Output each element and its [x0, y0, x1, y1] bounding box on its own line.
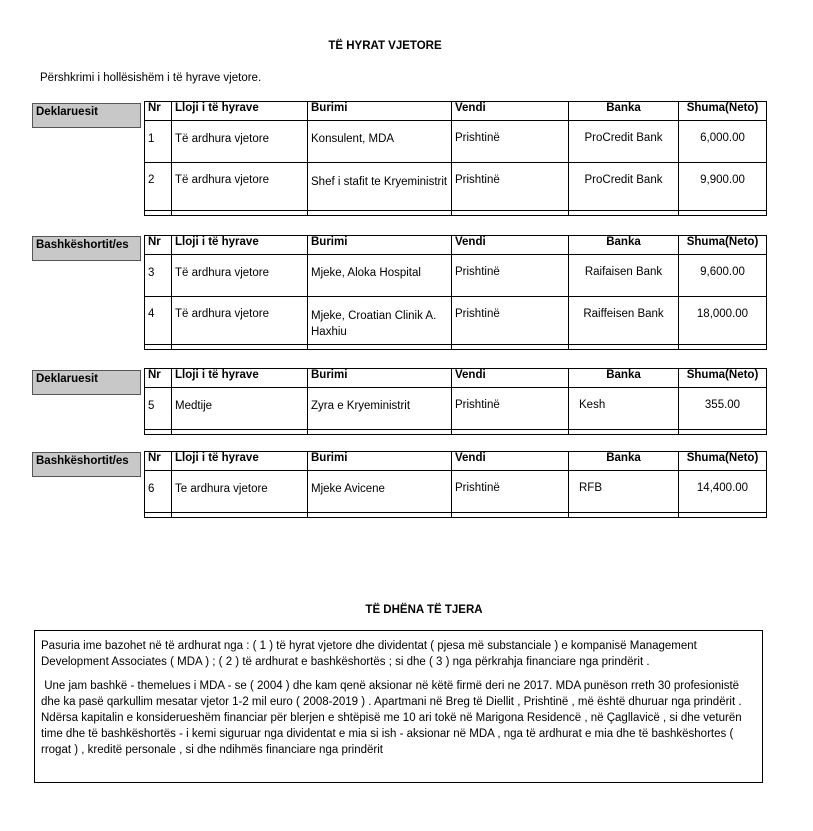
table-footer-row: [145, 345, 767, 350]
table-label-spouse: Bashkëshortit/es: [32, 236, 141, 261]
table-row: [145, 388, 767, 430]
col-country: Vendi: [452, 236, 569, 255]
row-country: Prishtinë: [452, 297, 569, 345]
row-amount: 9,900.00: [679, 163, 767, 211]
row-country: Prishtinë: [452, 121, 569, 163]
row-bank: RFB: [569, 471, 679, 513]
row-bank: Raifaisen Bank: [569, 255, 679, 297]
section-subtitle: Përshkrimi i hollësishëm i të hyrave vjetore.: [40, 72, 262, 84]
row-type: Të ardhura vjetore: [172, 121, 308, 163]
table-label-spouse: Bashkëshortit/es: [32, 452, 141, 477]
row-bank: Raiffeisen Bank: [569, 297, 679, 345]
row-type: Të ardhura vjetore: [172, 297, 308, 345]
col-nr: Nr: [145, 452, 172, 471]
row-country: Prishtinë: [452, 163, 569, 211]
row-bank: ProCredit Bank: [569, 163, 679, 211]
table-row: [145, 163, 767, 211]
row-source: Konsulent, MDA: [308, 121, 452, 163]
col-amount: Shuma(Neto): [679, 369, 767, 388]
col-source: Burimi: [308, 102, 452, 121]
col-nr: Nr: [145, 102, 172, 121]
col-nr: Nr: [145, 369, 172, 388]
row-source: Mjeke, Aloka Hospital: [308, 255, 452, 297]
table-footer-row: [145, 513, 767, 518]
row-nr: 5: [145, 388, 172, 430]
row-amount: 14,400.00: [679, 471, 767, 513]
row-bank: ProCredit Bank: [569, 121, 679, 163]
row-nr: 1: [145, 121, 172, 163]
table-footer-row: [145, 211, 767, 216]
section-title-income: TË HYRAT VJETORE: [328, 40, 442, 52]
row-amount: 6,000.00: [679, 121, 767, 163]
col-amount: Shuma(Neto): [679, 236, 767, 255]
row-nr: 6: [145, 471, 172, 513]
table-row: [145, 121, 767, 163]
col-type: Lloji i të hyrave: [172, 102, 308, 121]
row-country: Prishtinë: [452, 388, 569, 430]
row-source: Shef i stafit te Kryeministrit: [308, 163, 452, 211]
table-label-declarant: Deklaruesit: [32, 103, 141, 128]
col-country: Vendi: [452, 369, 569, 388]
income-table-1: [144, 101, 767, 216]
section-title-other-data: TË DHËNA TË TJERA: [365, 604, 483, 616]
row-nr: 3: [145, 255, 172, 297]
col-bank: Banka: [569, 102, 679, 121]
table-row: [145, 297, 767, 345]
col-amount: Shuma(Neto): [679, 452, 767, 471]
row-country: Prishtinë: [452, 471, 569, 513]
income-table-3: [144, 368, 767, 435]
row-bank: Kesh: [569, 388, 679, 430]
row-amount: 18,000.00: [679, 297, 767, 345]
row-nr: 2: [145, 163, 172, 211]
table-footer-row: [145, 430, 767, 435]
income-table-4: [144, 451, 767, 518]
other-data-paragraph-2: Une jam bashkë - themelues i MDA - se ( 2004 ) dhe kam qenë aksionar në këtë firmë deri ne 2017. MDA punëson rreth 30 profesionistë dhe ka pasë qarkullim mesatar vjetor 1-2 mil euro ( 2008-2019 ) . Apartmani në Breg të Diellit , Prishtinë , më është dhuruar nga prindërit . Ndërsa kapitalin e konsiderueshëm financiar për blerjen e shtëpisë me 10 ari tokë në Marigona Residencë , në Çagllavicë , si dhe veturën time dhe të bashkëshortës - i kemi siguruar nga dividentat e mia si ish - aksionar në MDA , nga të ardhurat e mia dhe të bashkëshortes ( rrogat ) , kreditë personale , si dhe ndihmës financiare nga prindërit: [41, 680, 745, 756]
table-header-row: [145, 236, 767, 255]
col-bank: Banka: [569, 452, 679, 471]
row-type: Të ardhura vjetore: [172, 163, 308, 211]
row-amount: 9,600.00: [679, 255, 767, 297]
table-row: [145, 471, 767, 513]
table-header-row: [145, 452, 767, 471]
col-source: Burimi: [308, 369, 452, 388]
col-source: Burimi: [308, 236, 452, 255]
table-header-row: [145, 369, 767, 388]
col-bank: Banka: [569, 236, 679, 255]
row-source: Mjeke Avicene: [308, 471, 452, 513]
col-type: Lloji i të hyrave: [172, 452, 308, 471]
income-table-2: [144, 235, 767, 350]
col-country: Vendi: [452, 452, 569, 471]
col-bank: Banka: [569, 369, 679, 388]
row-amount: 355.00: [679, 388, 767, 430]
table-header-row: [145, 102, 767, 121]
col-nr: Nr: [145, 236, 172, 255]
col-source: Burimi: [308, 452, 452, 471]
other-data-box: [34, 630, 763, 783]
row-type: Medtije: [172, 388, 308, 430]
col-type: Lloji i të hyrave: [172, 369, 308, 388]
table-row: [145, 255, 767, 297]
other-data-paragraph-1: Pasuria ime bazohet në të ardhurat nga : ( 1 ) të hyrat vjetore dhe dividentat ( pjesa më substanciale ) e kompanisë Management Development Associates ( MDA ) ; ( 2 ) të ardhurat e bashkëshortës ; si dhe ( 3 ) nga përkrahja financiare nga prindërit .: [41, 640, 697, 668]
row-type: Të ardhura vjetore: [172, 255, 308, 297]
row-country: Prishtinë: [452, 255, 569, 297]
row-source: Zyra e Kryeministrit: [308, 388, 452, 430]
row-type: Te ardhura vjetore: [172, 471, 308, 513]
table-label-declarant: Deklaruesit: [32, 370, 141, 395]
row-source: Mjeke, Croatian Clinik A. Haxhiu: [308, 297, 452, 345]
row-nr: 4: [145, 297, 172, 345]
col-amount: Shuma(Neto): [679, 102, 767, 121]
col-type: Lloji i të hyrave: [172, 236, 308, 255]
col-country: Vendi: [452, 102, 569, 121]
